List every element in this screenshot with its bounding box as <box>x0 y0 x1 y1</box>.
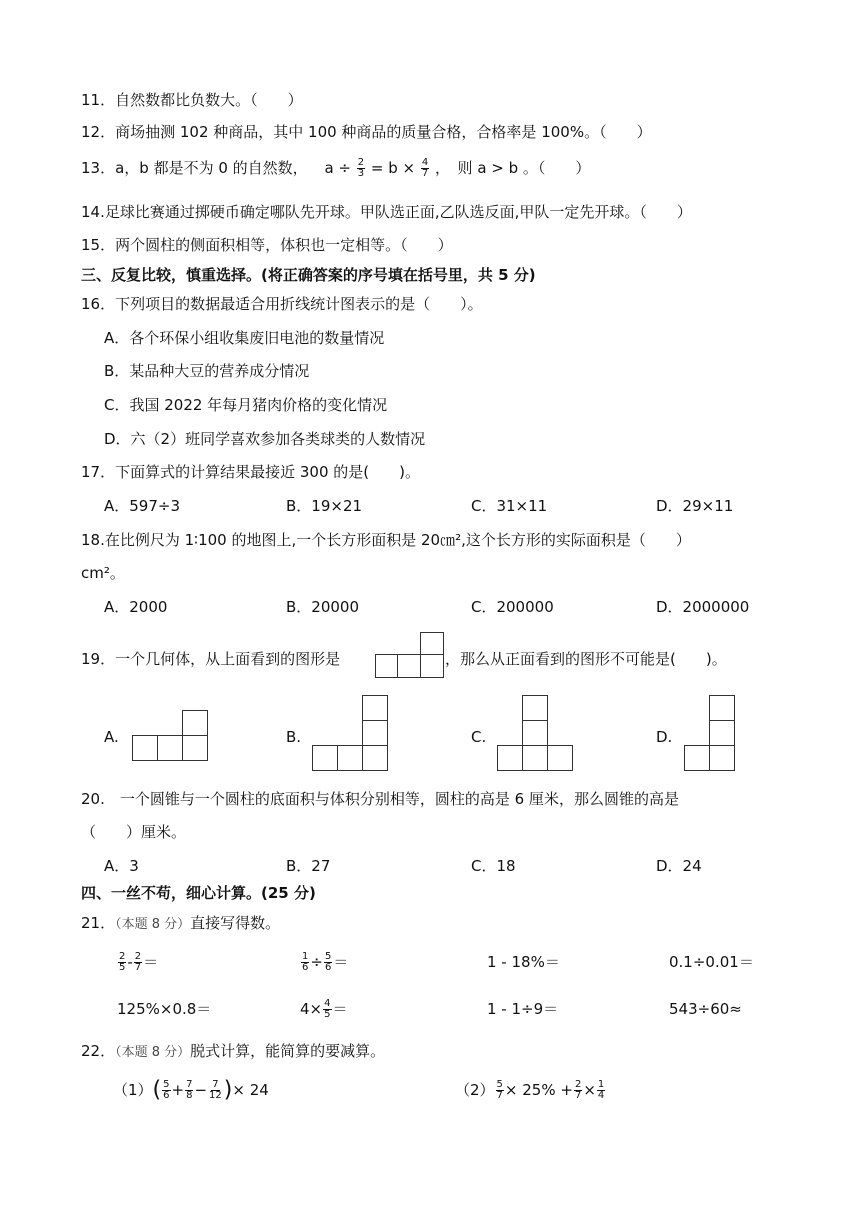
q17-option-b: B．19×21 <box>286 497 363 515</box>
q13-prefix: 13．a，b 都是不为 0 的自然数， <box>81 159 308 177</box>
q21-note: （本题 8 分） <box>115 917 191 932</box>
q21-item-1: $\frac{2}{5}$ - $\frac{2}{7}$ ＝ <box>119 951 159 973</box>
q19-option-c-figure <box>497 695 577 775</box>
question-13 <box>81 158 590 179</box>
q21-item-3: 1 - 18%＝ <box>487 953 560 971</box>
q16-option-d: D．六（2）班同学喜欢参加各类球类的人数情况 <box>104 430 426 448</box>
q17-option-a: A．597÷3 <box>104 497 181 515</box>
question-18-stem-cont: cm²。 <box>81 564 125 582</box>
q18-option-a: A．2000 <box>104 598 168 616</box>
q19-option-b-label: B. <box>286 728 302 746</box>
q21-item-4: 0.1÷0.01＝ <box>669 953 754 971</box>
q19-option-a-label: A. <box>104 728 119 746</box>
q22-item-2: （2） $\frac{5}{7}$ × 25% + $\frac{2}{7}$ × $\frac{1}{4}$ <box>455 1079 605 1101</box>
q13-fraction-1: $\frac{2}{3}$ <box>357 157 365 179</box>
q17-option-d: D．29×11 <box>656 497 734 515</box>
q13-a: a ÷ <box>324 159 351 177</box>
q21-item-2: $\frac{1}{6}$ ÷ $\frac{5}{6}$ ＝ <box>302 951 349 973</box>
q20-option-b: B．27 <box>286 857 331 875</box>
question-18-stem: 18.在比例尺为 1∶100 的地图上,一个长方形面积是 20㎝²,这个长方形的实际面积是（ ） <box>81 531 691 549</box>
q20-option-a: A．3 <box>104 857 139 875</box>
q22-note: （本题 8 分） <box>115 1045 191 1060</box>
question-15: 15．两个圆柱的侧面积相等，体积也一定相等。（ ） <box>81 236 453 254</box>
question-16-stem: 16．下列项目的数据最适合用折线统计图表示的是（ ）。 <box>81 295 483 313</box>
q19-option-c-label: C. <box>471 728 487 746</box>
q19-option-b-figure <box>312 695 392 775</box>
section-4-heading: 四、一丝不苟，细心计算。(25 分) <box>81 884 316 902</box>
q19-option-d-label: D. <box>656 728 673 746</box>
q20-option-c: C．18 <box>471 857 516 875</box>
question-11: 11．自然数都比负数大。（ ） <box>81 91 303 109</box>
q16-option-b: B．某品种大豆的营养成分情况 <box>104 362 310 380</box>
q19-top-view-figure <box>375 632 445 680</box>
q19-option-a-figure <box>132 710 212 766</box>
q21-item-6: 4× $\frac{4}{5}$ ＝ <box>300 998 348 1020</box>
question-19-suffix: ，那么从正面看到的图形不可能是( )。 <box>445 650 727 668</box>
q18-option-d: D．2000000 <box>656 598 750 616</box>
q16-option-c: C．我国 2022 年每月猪肉价格的变化情况 <box>104 396 388 414</box>
question-21-stem: 21．（本题 8 分）直接写得数。 <box>81 914 281 932</box>
q16-option-a: A．各个环保小组收集废旧电池的数量情况 <box>104 329 385 347</box>
question-12: 12．商场抽测 102 种商品，其中 100 种商品的质量合格，合格率是 100%。（ ） <box>81 123 652 141</box>
q18-option-b: B．20000 <box>286 598 360 616</box>
q13-mid: = b × <box>370 159 416 177</box>
q20-option-d: D．24 <box>656 857 702 875</box>
q17-option-c: C．31×11 <box>471 497 548 515</box>
q21-item-5: 125%×0.8＝ <box>117 1000 212 1018</box>
question-22-stem: 22．（本题 8 分）脱式计算，能简算的要减算。 <box>81 1042 386 1060</box>
question-14: 14.足球比赛通过掷硬币确定哪队先开球。甲队选正面,乙队选反面,甲队一定先开球。（ ） <box>81 203 692 221</box>
question-19-prefix: 19．一个几何体，从上面看到的图形是 <box>81 650 341 668</box>
question-17-stem: 17．下面算式的计算结果最接近 300 的是( )。 <box>81 463 420 481</box>
q13-suffix: ， 则 a > b 。（ ） <box>435 159 591 177</box>
q21-item-7: 1 - 1÷9＝ <box>487 1000 559 1018</box>
q13-fraction-2: $\frac{4}{7}$ <box>421 157 429 179</box>
q21-item-8: 543÷60≈ <box>669 1000 742 1018</box>
q19-option-d-figure <box>684 695 740 775</box>
q22-item-1: （1）( $\frac{5}{6}$ + $\frac{7}{8}$ − $\frac{7}{12}$ )× 24 <box>113 1077 269 1103</box>
question-20-stem-cont: （ ）厘米。 <box>81 823 187 841</box>
question-20-stem: 20. 一个圆锥与一个圆柱的底面积与体积分别相等，圆柱的高是 6 厘米，那么圆锥的高是 <box>81 790 679 808</box>
q18-option-c: C．200000 <box>471 598 554 616</box>
section-3-heading: 三、反复比较，慎重选择。(将正确答案的序号填在括号里，共 5 分) <box>81 266 536 284</box>
